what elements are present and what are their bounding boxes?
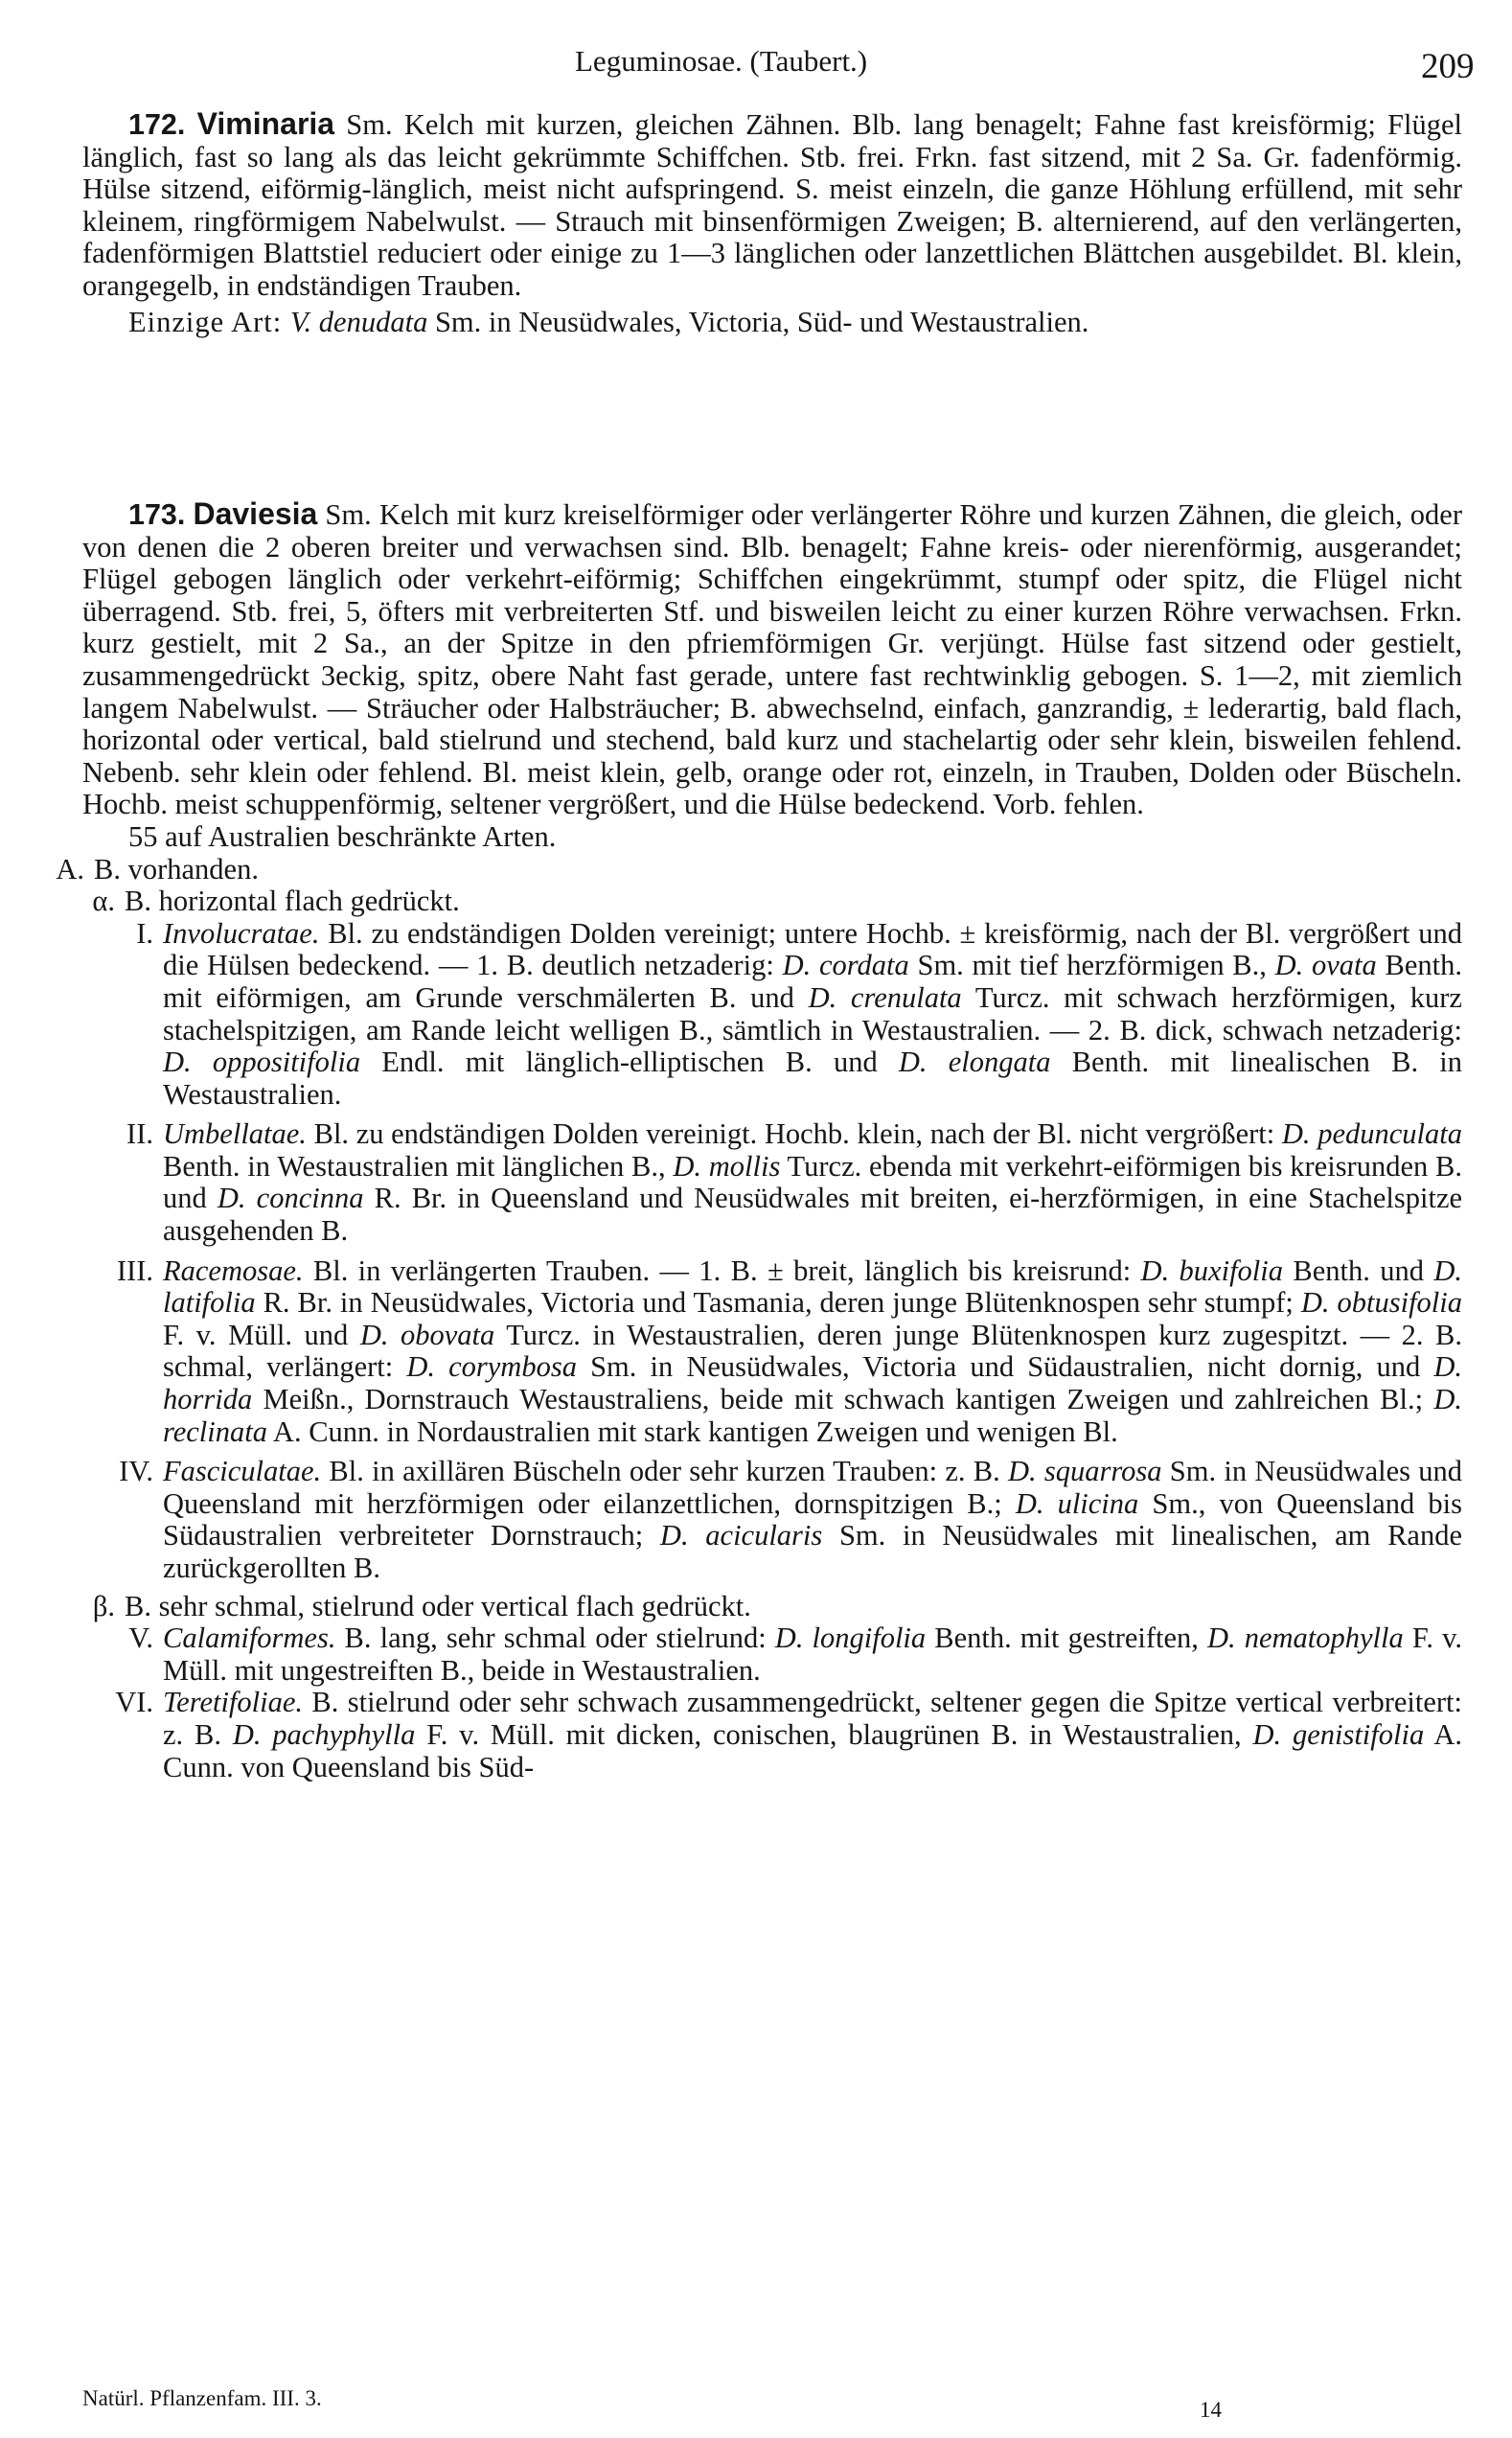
species-name: D. cordata xyxy=(782,949,909,982)
key-a xyxy=(44,854,1462,886)
section-text-part: Sm. in Neusüdwales mit linealischen, am Rande zurückgerollten B. xyxy=(163,1519,1462,1584)
species-text: Sm. in Neusüdwales, Victoria, Süd- und Westaustralien. xyxy=(427,305,1089,338)
section-text-part: R. Br. in Queensland und Neusüdwales mit breiten, ei-herzförmigen, in eine Stachelspitze ausgehenden B. xyxy=(163,1182,1463,1248)
section-umbellatae xyxy=(77,1118,1462,1247)
section-calamiformes xyxy=(77,1622,1462,1687)
running-head: Leguminosae. (Taubert.) xyxy=(575,44,868,78)
species-name: D. horrida xyxy=(163,1350,1462,1416)
species-name: D. pachyphylla xyxy=(232,1717,416,1751)
species-name: D. mollis xyxy=(673,1149,781,1183)
section-numeral: VI. xyxy=(115,1686,153,1719)
section-text-part: Benth. mit gestreiften, xyxy=(926,1622,1207,1655)
species-name: D. reclinata xyxy=(163,1383,1462,1448)
section-text xyxy=(163,918,1462,1112)
section-text-part: Endl. mit länglich-elliptischen B. und xyxy=(360,1046,899,1079)
section-text-part: Sm. in Neusüdwales und Queensland mit herzförmigen oder eilanzettlichen, dornspitzigen B.; xyxy=(163,1455,1462,1520)
section-numeral: II. xyxy=(126,1117,153,1151)
section-text-part: B. stielrund oder sehr schwach zusammengedrückt, seltener gegen die Spitze vertical verbreitert: z. B. xyxy=(163,1686,1462,1751)
section-name: Umbellatae. xyxy=(163,1117,307,1151)
section-fasciculatae xyxy=(77,1456,1462,1584)
section-text-part: Bl. zu endständigen Dolden vereinigt; untere Hochb. ± kreisförmig, nach der Bl. vergrößert und die Hülsen bedeckend. — 1. B. deutlich netzaderig: xyxy=(163,916,1462,982)
section-numeral: V. xyxy=(128,1622,153,1655)
species-label: Einzige Art: xyxy=(128,305,290,338)
genus-number: 172. xyxy=(128,108,186,141)
section-name: Teretifoliae. xyxy=(163,1686,304,1719)
section-text xyxy=(163,1255,1462,1449)
species-name: D. crenulata xyxy=(808,980,962,1014)
section-text-part: Sm., von Queensland bis Südaustralien verbreiteter Dornstrauch; xyxy=(163,1486,1462,1552)
species-name: D. ovata xyxy=(1274,949,1377,982)
genus-number: 173. xyxy=(128,498,186,531)
species-name: D. squarrosa xyxy=(1008,1455,1162,1488)
footer-source: Natürl. Pflanzenfam. III. 3. xyxy=(82,2386,322,2410)
genus-text: Kelch mit kurzen, gleichen Zähnen. Blb. lang benagelt; Fahne fast kreisförmig; Flügel länglich, fast so lang als das leicht gekrümmte Schiffchen. Stb. frei. Frkn. fast sitzend, mit 2 Sa. Gr. fadenförmig. Hülse sitzend, eiförmig-länglich, meist nicht aufspringend. S. meist einzeln, die ganze Höhlung erfüllend, mit sehr kleinem, ringförmigem Nabelwulst. — Strauch mit binsenförmigen Zweigen; B. alternierend, auf den verlängerten, fadenförmigen Blattstiel reduciert oder einige zu 1—3 länglichen oder lanzettlichen Blättchen ausgebildet. Bl. klein, orangegelb, in endständigen Trauben. xyxy=(82,108,1462,302)
section-text-part: Turcz. ebenda mit verkehrt-eiförmigen bis kreisrunden B. und xyxy=(163,1149,1462,1215)
species-name: D. latifolia xyxy=(163,1254,1462,1320)
genus-name: Viminaria xyxy=(196,106,335,141)
key-text: B. vorhanden. xyxy=(94,852,259,886)
section-involucratae xyxy=(77,918,1462,1112)
section-text-part: Bl. zu endständigen Dolden vereinigt. Hochb. klein, nach der Bl. nicht vergrößert: xyxy=(306,1117,1282,1151)
species-name: D. longifolia xyxy=(774,1622,927,1655)
section-text-part: Turcz. in Westaustralien, deren junge Blütenknospen kurz zugespitzt. — 2. B. schmal, verlängert: xyxy=(163,1318,1462,1384)
species-name: D. elongata xyxy=(898,1046,1051,1079)
key-text: B. horizontal flach gedrückt. xyxy=(125,885,460,918)
genus-text: Kelch mit kurz kreiselförmiger oder verlängerter Röhre und kurzen Zähnen, die gleich, oder von denen die 2 oberen breiter und verwachsen sind. Blb. benagelt; Fahne kreis- oder nierenförmig, ausgerandet; Flügel gebogen länglich oder verkehrt-eiförmig; Schiffchen eingekrümmt, stumpf oder spitz, die Flügel nicht überragend. Stb. frei, 5, öfters mit verbreiterten Stf. und bisweilen leicht zu einer kurzen Röhre verwachsen. Frkn. kurz gestielt, mit 2 Sa., an der Spitze in den pfriemförmigen Gr. verjüngt. Hülse fast sitzend oder gestielt, zusammengedrückt 3eckig, spitz, obere Naht fast gerade, untere fast rechtwinklig gebogen. S. 1—2, mit ziemlich langem Nabelwulst. — Sträucher oder Halbsträucher; B. abwechselnd, einfach, ganzrandig, ± lederartig, bald flach, horizontal oder vertical, bald stielrund und stechend, bald kurz und stachelartig oder sehr klein, bisweilen fehlend. Nebenb. sehr klein oder fehlend. Bl. meist klein, gelb, orange oder rot, einzeln, in Trauben, Dolden oder Büscheln. Hochb. meist schuppenförmig, seltener vergrößert, und die Hülse bedeckend. Vorb. fehlen. xyxy=(82,498,1463,821)
section-name: Racemosae. xyxy=(163,1254,304,1287)
species-note xyxy=(82,307,1462,339)
footer-signature: 14 xyxy=(1200,2398,1222,2422)
section-racemosae xyxy=(77,1255,1462,1449)
section-numeral: III. xyxy=(116,1254,153,1287)
section-text-part: F. v. Müll. mit dicken, conischen, blaugrünen B. in Westaustralien, xyxy=(415,1717,1253,1751)
section-text-part: Benth. mit linealischen B. in Westaustralien. xyxy=(163,1046,1463,1111)
genus-173-description xyxy=(82,498,1462,821)
section-text-part: Bl. in axillären Büscheln oder sehr kurzen Trauben: z. B. xyxy=(321,1455,1009,1488)
section-text xyxy=(163,1622,1462,1687)
species-count: 55 auf Australien beschränkte Arten. xyxy=(128,819,557,853)
species-name: D. pedunculata xyxy=(1281,1117,1462,1151)
section-text xyxy=(163,1118,1462,1247)
genus-172-entry xyxy=(82,108,1462,338)
section-text-part: B. lang, sehr schmal oder stielrund: xyxy=(335,1622,775,1655)
section-name: Fasciculatae. xyxy=(163,1455,322,1488)
section-text-part: Bl. in verlängerten Trauben. — 1. B. ± breit, länglich bis kreisrund: xyxy=(303,1254,1141,1287)
section-name: Calamiformes. xyxy=(163,1622,336,1655)
genus-173-entry xyxy=(56,496,1463,1783)
species-name: D. corymbosa xyxy=(406,1350,577,1384)
genus-name: Daviesia xyxy=(193,496,318,531)
key-text: B. sehr schmal, stielrund oder vertical flach gedrückt. xyxy=(125,1589,751,1622)
genus-author: Sm. xyxy=(334,108,393,141)
species-name: D. buxifolia xyxy=(1140,1254,1283,1287)
genus-172-description xyxy=(82,108,1462,303)
section-text-part: Benth. in Westaustralien mit länglichen B., xyxy=(163,1149,674,1183)
species-name: D. acicularis xyxy=(659,1519,823,1552)
section-text-part: Sm. in Neusüdwales, Victoria und Südaustralien, nicht dornig, und xyxy=(576,1350,1434,1384)
key-label: β. xyxy=(92,1589,115,1622)
section-text-part: Meißn., Dornstrauch Westaustraliens, beide mit schwach kantigen Zweigen und zahlreichen Bl.; xyxy=(252,1383,1434,1416)
key-label: A. xyxy=(56,852,84,886)
key-alpha xyxy=(77,886,1462,918)
key-beta xyxy=(77,1591,1462,1623)
species-name: D. concinna xyxy=(217,1182,364,1215)
section-name: Involucratae. xyxy=(163,916,320,950)
species-name: D. nematophylla xyxy=(1207,1622,1404,1655)
section-text-part: Benth. mit eiförmigen, am Grunde verschmälerten B. und xyxy=(163,949,1463,1014)
section-text-part: Sm. mit tief herzförmigen B., xyxy=(908,949,1275,982)
species-name: D. obovata xyxy=(359,1318,495,1351)
species-name: D. genistifolia xyxy=(1252,1717,1425,1751)
section-text-part: Benth. und xyxy=(1283,1254,1434,1287)
section-teretifoliae xyxy=(77,1687,1462,1783)
species-name: D. oppositifolia xyxy=(163,1046,361,1079)
section-text-part: R. Br. in Neusüdwales, Victoria und Tasmania, deren junge Blütenknospen sehr stumpf; xyxy=(255,1286,1301,1320)
section-text-part: F. v. Müll. mit ungestreiften B., beide in Westaustralien. xyxy=(163,1622,1462,1687)
section-text-part: Turcz. mit schwach herzförmigen, kurz stachelspitzigen, am Rande leicht welligen B., sämtlich in Westaustralien. — 2. B. dick, schwach netzaderig: xyxy=(163,980,1462,1046)
species-name: D. obtusifolia xyxy=(1300,1286,1463,1320)
page-header xyxy=(0,38,1512,105)
species-name: D. ulicina xyxy=(1015,1486,1139,1520)
section-text-part: F. v. Müll. und xyxy=(163,1318,360,1351)
section-text-part: A. Cunn. von Queensland bis Süd- xyxy=(163,1717,1463,1783)
section-text xyxy=(163,1687,1462,1783)
species-name: V. denudata xyxy=(289,305,428,338)
section-text-part: A. Cunn. in Nordaustralien mit stark kantigen Zweigen und wenigen Bl. xyxy=(266,1414,1118,1448)
genus-author: Sm. xyxy=(317,498,372,531)
section-text xyxy=(163,1456,1462,1584)
page-number: 209 xyxy=(1421,47,1475,86)
section-numeral: I. xyxy=(136,916,153,950)
section-numeral: IV. xyxy=(119,1455,153,1488)
key-label: α. xyxy=(92,885,115,918)
